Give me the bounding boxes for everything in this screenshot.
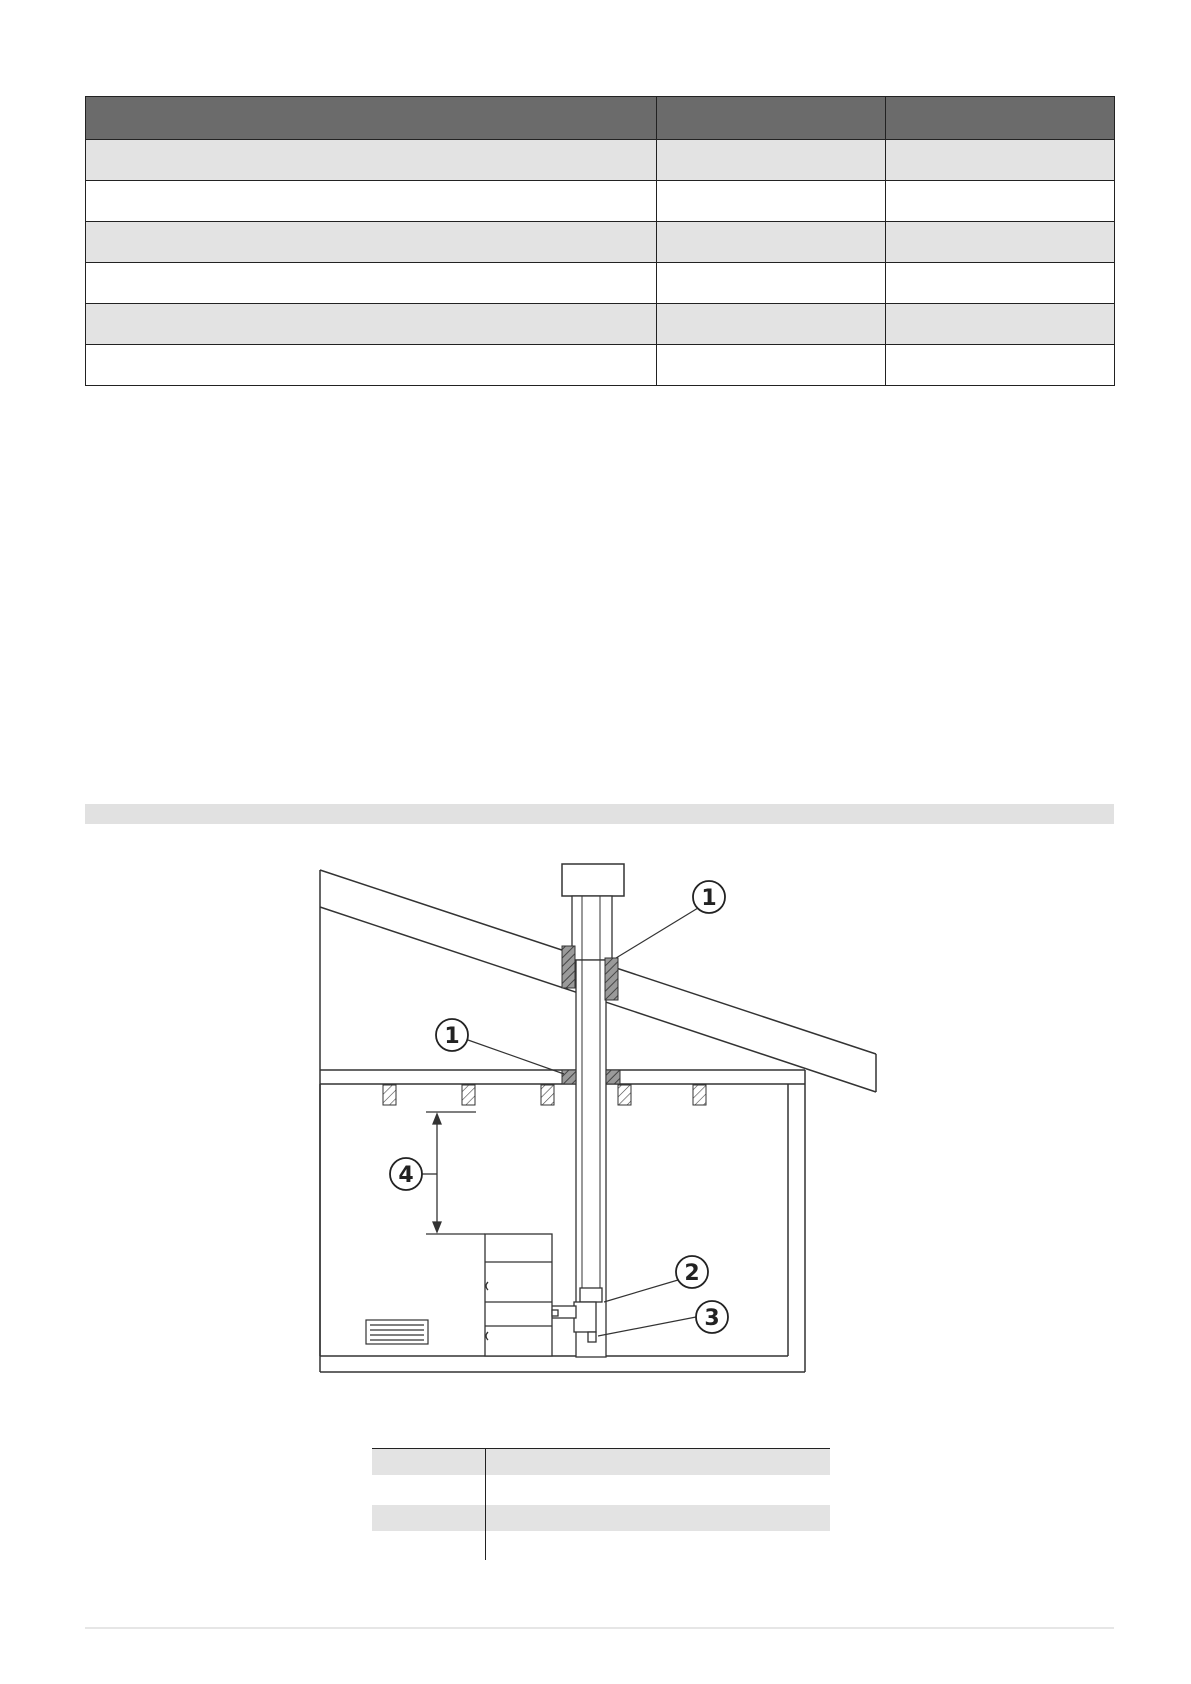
table-cell (886, 222, 1115, 263)
flue-drain (588, 1332, 596, 1342)
table-cell (657, 140, 886, 181)
boiler-handle (486, 1332, 488, 1340)
footer-rule (85, 1627, 1114, 1629)
flue-pipe-outer (572, 896, 612, 960)
table-header-cell (86, 97, 657, 140)
vent-grille (366, 1320, 428, 1344)
flue-elbow (574, 1302, 596, 1332)
legend-row (372, 1532, 830, 1558)
flue-installation-diagram (318, 862, 883, 1382)
ceiling-joist (693, 1085, 706, 1105)
table-cell (86, 345, 657, 386)
callout-label: 1 (444, 1024, 460, 1049)
table-row (86, 222, 1115, 263)
callout-label: 2 (684, 1261, 700, 1286)
table-row (86, 263, 1115, 304)
section-heading-bar (85, 804, 1114, 824)
table-row (86, 140, 1115, 181)
flue-condensate-trap (580, 1288, 602, 1302)
table-cell (86, 304, 657, 345)
table-cell (86, 263, 657, 304)
table-cell (886, 304, 1115, 345)
boiler-unit (485, 1234, 552, 1356)
ceiling-joist (462, 1085, 475, 1105)
table-cell (86, 181, 657, 222)
table-cell (886, 345, 1115, 386)
table-cell (886, 263, 1115, 304)
roof-firestop (605, 958, 618, 1000)
callout-label: 3 (704, 1306, 720, 1331)
legend-table (372, 1448, 830, 1560)
ceiling-joist (541, 1085, 554, 1105)
flue-terminal-cap (562, 864, 624, 896)
callout-label: 4 (398, 1163, 414, 1188)
callout-label: 1 (701, 886, 717, 911)
table-cell (657, 263, 886, 304)
table-row (86, 181, 1115, 222)
table-cell (886, 181, 1115, 222)
table-cell (886, 140, 1115, 181)
ceiling-firestop (562, 1070, 576, 1084)
boiler-handle (486, 1282, 488, 1290)
table-header-row (86, 97, 1115, 140)
table-cell (86, 140, 657, 181)
table-row (86, 304, 1115, 345)
table-cell (657, 181, 886, 222)
table-cell (86, 222, 657, 263)
table-cell (657, 304, 886, 345)
table-cell (657, 222, 886, 263)
legend-row (372, 1476, 830, 1502)
table-header-cell (657, 97, 886, 140)
roof-firestop (562, 946, 575, 988)
boiler-outlet (552, 1310, 558, 1316)
table-header-cell (886, 97, 1115, 140)
legend-column-divider (485, 1448, 486, 1560)
legend-row (372, 1449, 830, 1475)
ceiling-firestop (606, 1070, 620, 1084)
legend-row (372, 1505, 830, 1531)
table-row (86, 345, 1115, 386)
table-cell (657, 345, 886, 386)
spec-table (85, 96, 1115, 386)
ceiling-joist (383, 1085, 396, 1105)
ceiling-joist (618, 1085, 631, 1105)
